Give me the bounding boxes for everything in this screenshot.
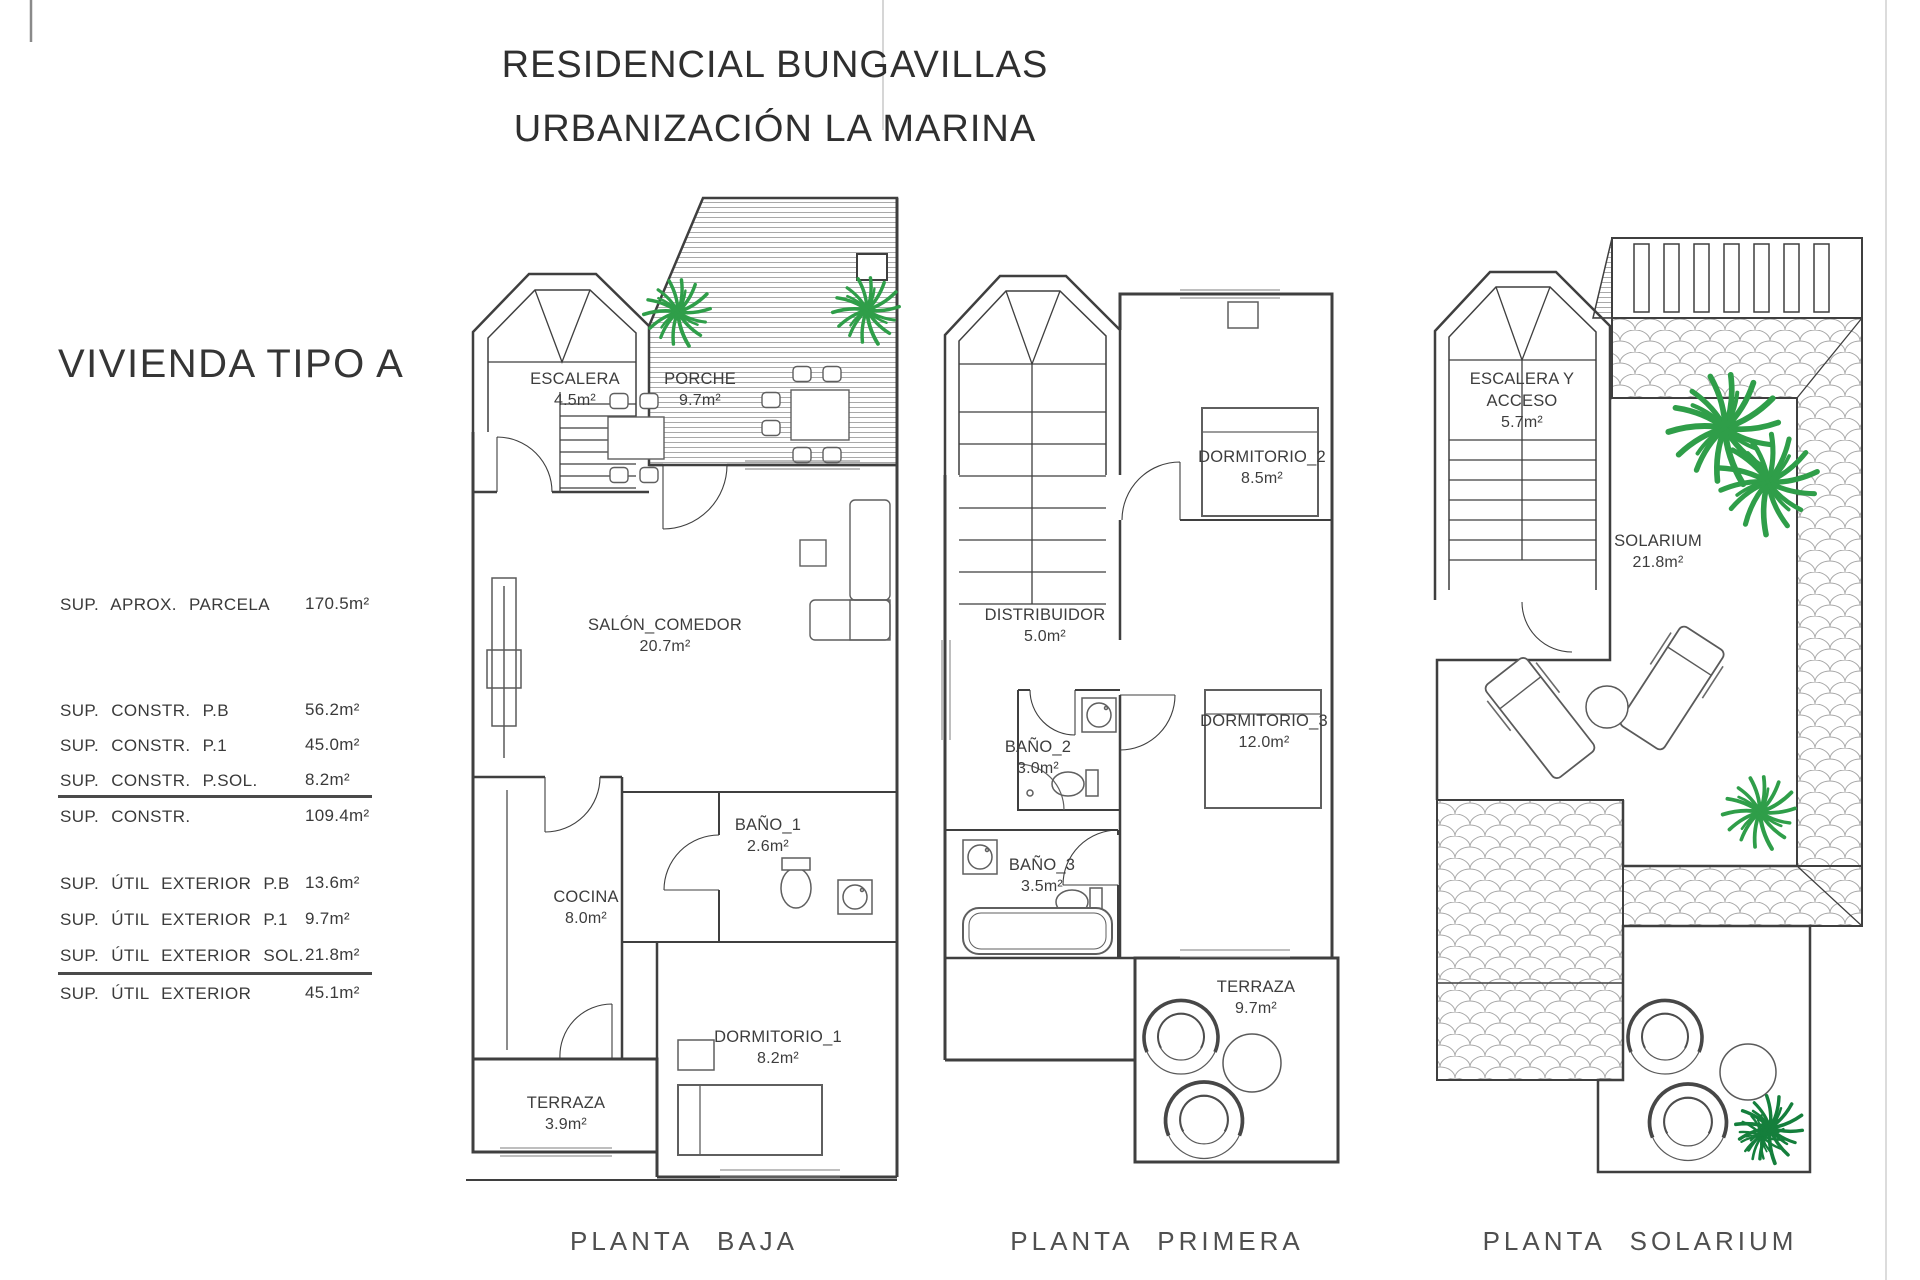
table-row-constr-p1: SUP. CONSTR. P.1 45.0m² xyxy=(60,735,360,755)
floor-name-planta-primera: PLANTA PRIMERA xyxy=(1010,1226,1304,1256)
sheet-title-line1: RESIDENCIAL BUNGAVILLAS xyxy=(501,44,1049,86)
table-row-constr-pb: SUP. CONSTR. P.B 56.2m² xyxy=(60,700,360,720)
room-label-bano2: BAÑO_2 3.0m² xyxy=(1004,738,1072,777)
room-label-bano1: BAÑO_1 2.6m² xyxy=(734,816,802,855)
room-label-escalera-acceso: ESCALERA Y ACCESO 5.7m² xyxy=(1469,370,1575,431)
room-label-bano3: BAÑO_3 3.5m² xyxy=(1008,856,1076,895)
floor-name-planta-solarium: PLANTA SOLARIUM xyxy=(1482,1226,1798,1256)
table-row-parcela: SUP. APROX. PARCELA 170.5m² xyxy=(60,594,370,614)
room-label-distribuidor: DISTRIBUIDOR 5.0m² xyxy=(984,606,1106,645)
room-label-salon-comedor: SALÓN_COMEDOR 20.7m² xyxy=(588,616,742,655)
room-label-terraza-p1: TERRAZA 9.7m² xyxy=(1216,978,1296,1017)
table-row-util-pb: SUP. ÚTIL EXTERIOR P.B 13.6m² xyxy=(60,873,360,893)
table-divider-util xyxy=(58,972,372,975)
room-label-terraza-pb: TERRAZA 3.9m² xyxy=(526,1094,606,1133)
table-row-util-sol: SUP. ÚTIL EXTERIOR SOL. 21.8m² xyxy=(60,945,360,965)
table-row-constr-psol: SUP. CONSTR. P.SOL. 8.2m² xyxy=(60,770,350,790)
table-row-constr-total: SUP. CONSTR. 109.4m² xyxy=(60,806,370,826)
table-row-util-total: SUP. ÚTIL EXTERIOR 45.1m² xyxy=(60,983,360,1003)
room-label-escalera: ESCALERA 4.5m² xyxy=(530,370,620,409)
room-label-dormitorio3: DORMITORIO_3 12.0m² xyxy=(1200,712,1328,751)
table-divider-constr xyxy=(58,795,372,798)
dwelling-type-heading: VIVIENDA TIPO A xyxy=(58,342,405,386)
room-label-dormitorio2: DORMITORIO_2 8.5m² xyxy=(1198,448,1326,487)
room-label-porche: PORCHE 9.7m² xyxy=(664,370,736,409)
room-label-dormitorio1: DORMITORIO_1 8.2m² xyxy=(714,1028,842,1067)
sheet-title-line2: URBANIZACIÓN LA MARINA xyxy=(513,108,1037,150)
floor-name-planta-baja: PLANTA BAJA xyxy=(569,1226,799,1256)
table-row-util-p1: SUP. ÚTIL EXTERIOR P.1 9.7m² xyxy=(60,909,350,929)
room-label-solarium: SOLARIUM 21.8m² xyxy=(1614,532,1702,571)
room-label-cocina: COCINA 8.0m² xyxy=(553,888,619,927)
sheet-frame-lines xyxy=(31,0,1886,1280)
